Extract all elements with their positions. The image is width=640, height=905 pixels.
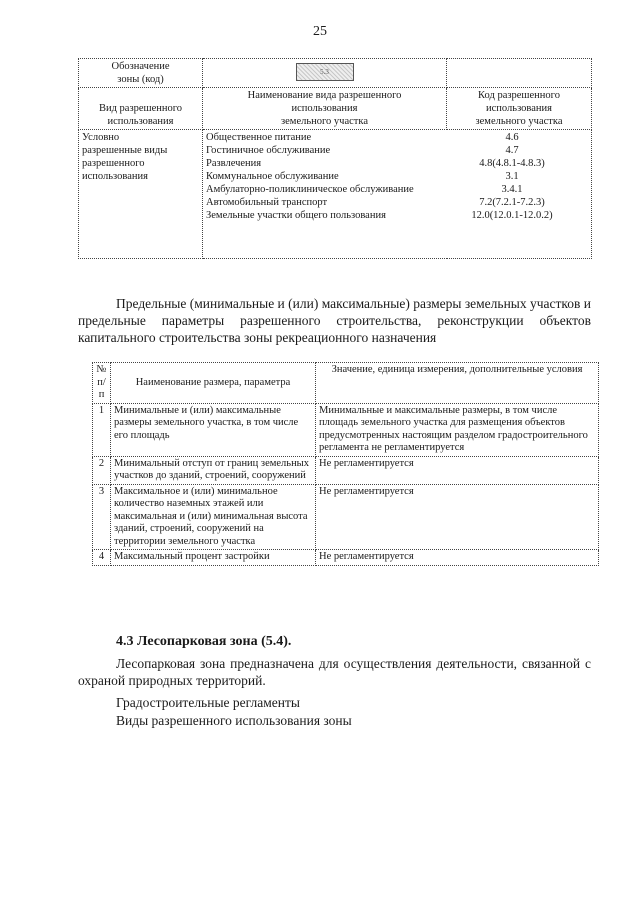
col-header-name: Наименование вида разрешенного использования земельного участка — [203, 88, 447, 130]
parameters-table — [92, 362, 599, 566]
row-label: Условно разрешенные виды разрешенного использования — [79, 130, 203, 259]
page-number: 25 — [313, 24, 327, 39]
header-row — [93, 363, 599, 404]
list-item: Автомобильный транспорт 7.2(7.2.1-7.2.3) — [206, 197, 545, 208]
list-item: Земельные участки общего пользования 12.0(12.0.1-12.0.2) — [206, 210, 553, 221]
table-row: 3 Максимальное и (или) минимальное количество наземных этажей или максимальная и (или) минимальная высота зданий, строений, сооружений на территории земельного участка Не регламентируется — [93, 484, 599, 550]
col-header-code: Код разрешенного использования земельного участка — [447, 88, 592, 130]
list-item: Коммунальное обслуживание 3.1 — [206, 171, 519, 182]
zone-code-stamp: 5.3 — [296, 63, 354, 81]
zone-row — [79, 59, 592, 88]
list-item: Амбулаторно-поликлиническое обслуживание 3.4.1 — [206, 184, 523, 195]
use-types-line: Виды разрешенного использования зоны — [116, 713, 352, 728]
col-header-num: № п/п — [93, 363, 111, 404]
col-header-value: Значение, единица измерения, дополнительные условия — [316, 363, 599, 404]
regulations-line: Градостроительные регламенты — [116, 695, 300, 710]
list-item: Гостиничное обслуживание 4.7 — [206, 145, 519, 156]
table-row: 1 Минимальные и (или) максимальные размеры земельного участка, в том числе его площадь Минимальные и максимальные размеры, в том числе площадь земельного участка для размещения объектов предусмотренных настоящим разделом градостроительного регламента не регламентируется — [93, 403, 599, 456]
zone-description: Лесопарковая зона предназначена для осуществления деятельности, связанной с охраной природных территорий. — [78, 656, 591, 688]
col-header-name: Наименование размера, параметра — [111, 363, 316, 404]
zone-label: Обозначение зоны (код) — [79, 59, 203, 88]
table-row: 2 Минимальный отступ от границ земельных участков до зданий, строений, сооружений Не регламентируется — [93, 456, 599, 484]
land-use-table — [78, 58, 592, 259]
table-row: 4 Максимальный процент застройки Не регламентируется — [93, 550, 599, 566]
parameters-paragraph: Предельные (минимальные и (или) максимальные) размеры земельных участков и предельные параметры разрешенного строительства, реконструкции объектов капитального строительства зоны рекреационного назначения — [78, 296, 592, 345]
list-item: Общественное питание 4.6 — [206, 132, 519, 143]
use-list — [206, 131, 588, 222]
section-title: 4.3 Лесопарковая зона (5.4). — [116, 634, 292, 649]
header-row — [79, 88, 592, 130]
conditional-use-row — [79, 130, 592, 259]
col-header-type: Вид разрешенного использования — [79, 88, 203, 130]
list-item: Развлечения 4.8(4.8.1-4.8.3) — [206, 158, 545, 169]
